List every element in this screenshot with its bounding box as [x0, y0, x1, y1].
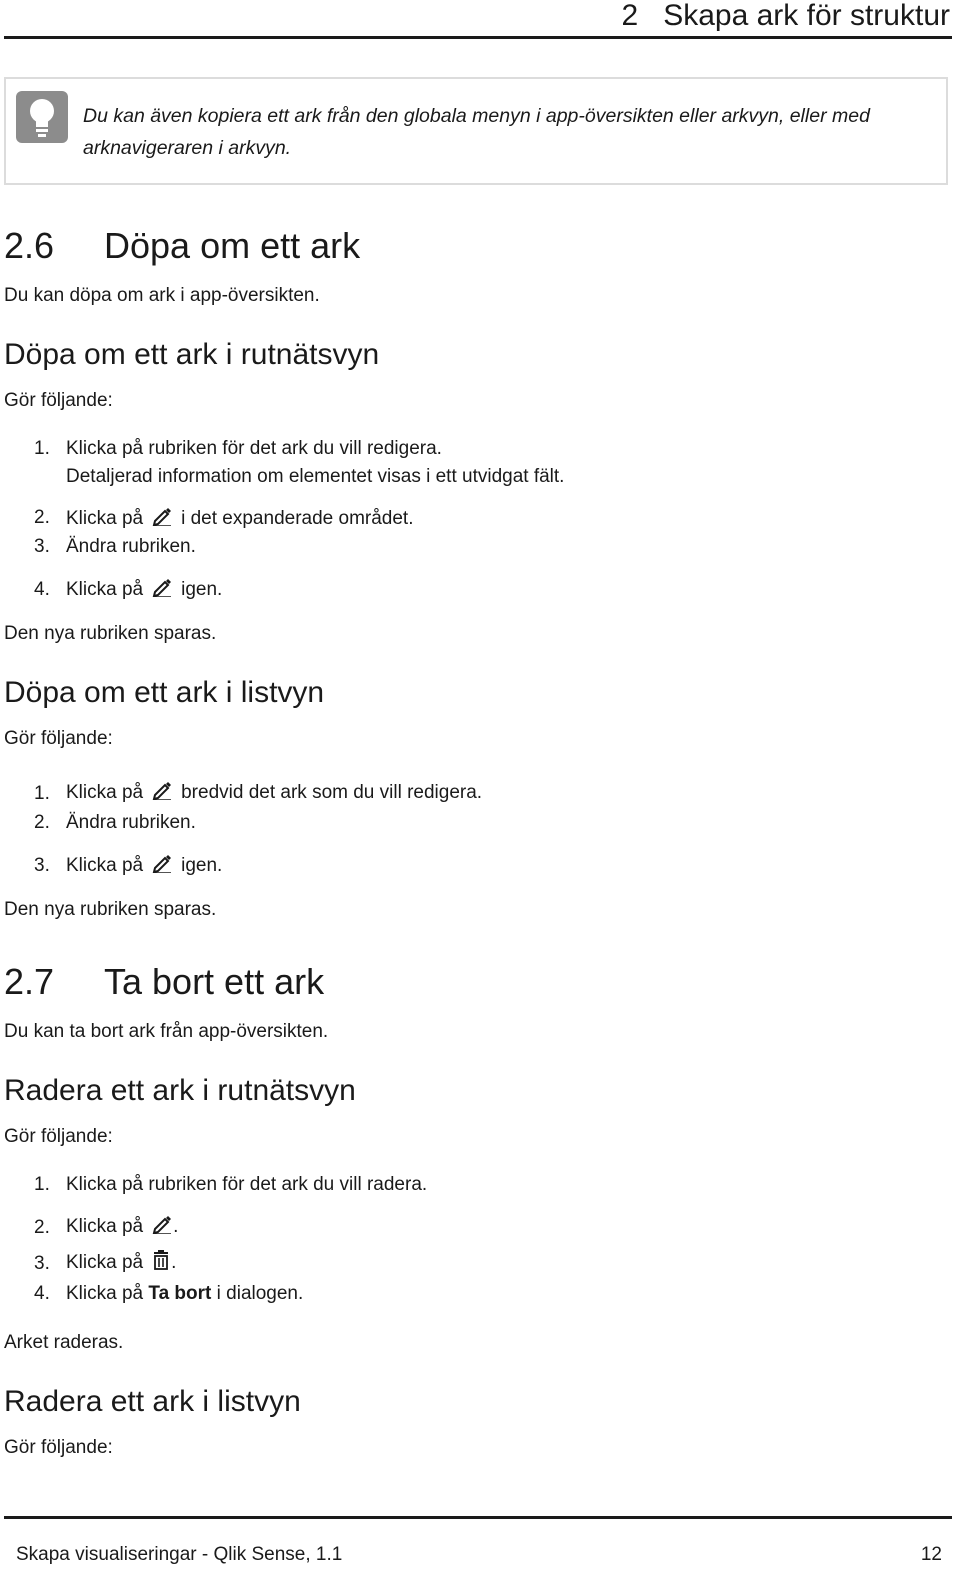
pencil-icon — [151, 1214, 173, 1234]
step-number: 2. — [34, 812, 50, 833]
result-text: Den nya rubriken sparas. — [4, 899, 217, 920]
header-divider — [4, 36, 952, 39]
pencil-icon — [151, 577, 173, 597]
step-text-part: Klicka på — [66, 1252, 144, 1273]
step-text-part: bredvid det ark som du vill redigera. — [181, 782, 483, 803]
step-text-part: Klicka på — [66, 1283, 144, 1304]
pencil-icon — [151, 853, 173, 873]
step-number: 3. — [34, 1253, 50, 1274]
page-number: 12 — [920, 1544, 942, 1565]
step-number: 1. — [34, 783, 50, 804]
step-text — [66, 1214, 178, 1239]
step-text: Klicka på rubriken för det ark du vill redigera. — [66, 438, 442, 459]
step-number: 1. — [34, 1174, 50, 1195]
step-number: 1. — [34, 438, 50, 459]
instruction-lead: Gör följande: — [4, 390, 113, 411]
tip-text: Du kan även kopiera ett ark från den globala menyn i app-översikten eller arkvyn, eller med arknavigeraren i arkvyn. — [83, 105, 870, 159]
instruction-lead: Gör följande: — [4, 728, 113, 749]
section-intro: Du kan döpa om ark i app-översikten. — [4, 285, 320, 306]
step-text — [66, 506, 414, 531]
pencil-icon — [151, 506, 173, 526]
section-number: 2.6 — [4, 225, 55, 266]
footer-divider — [4, 1516, 952, 1519]
section-title: Ta bort ett ark — [104, 961, 325, 1002]
step-subtext: Detaljerad information om elementet visas i ett utvidgat fält. — [66, 466, 565, 487]
subsection-heading: Radera ett ark i rutnätsvyn — [4, 1074, 356, 1107]
step-number: 3. — [34, 536, 50, 557]
result-text: Arket raderas. — [4, 1332, 124, 1353]
step-text-part: i dialogen. — [216, 1283, 304, 1304]
step-text — [66, 1250, 176, 1275]
step-number: 4. — [34, 1283, 50, 1304]
subsection-heading: Radera ett ark i listvyn — [4, 1385, 301, 1418]
step-text-part: Klicka på — [66, 782, 144, 803]
section-title: Döpa om ett ark — [104, 225, 361, 266]
step-text-part: . — [171, 1252, 177, 1273]
step-number: 2. — [34, 507, 50, 528]
step-text-part: igen. — [181, 579, 223, 600]
step-text: Ändra rubriken. — [66, 536, 196, 557]
lightbulb-icon — [16, 91, 68, 143]
instruction-lead: Gör följande: — [4, 1126, 113, 1147]
step-text-part: i det expanderade området. — [181, 508, 414, 529]
step-text-part: . — [173, 1216, 179, 1237]
subsection-heading: Döpa om ett ark i listvyn — [4, 676, 325, 709]
step-text — [66, 1282, 303, 1306]
step-text — [66, 853, 222, 878]
section-intro: Du kan ta bort ark från app-översikten. — [4, 1021, 329, 1042]
step-number: 4. — [34, 579, 50, 600]
step-number: 3. — [34, 855, 50, 876]
pencil-icon — [151, 780, 173, 800]
step-text-part: Klicka på — [66, 855, 144, 876]
step-text: Ändra rubriken. — [66, 812, 196, 833]
chapter-title: 2 Skapa ark för struktur — [621, 0, 950, 32]
section-number: 2.7 — [4, 961, 55, 1002]
trash-icon — [151, 1250, 171, 1270]
step-text-part: Klicka på — [66, 1216, 144, 1237]
result-text: Den nya rubriken sparas. — [4, 623, 217, 644]
step-text-bold: Ta bort — [148, 1283, 212, 1304]
step-text-part: Klicka på — [66, 508, 144, 529]
step-text — [66, 780, 482, 805]
step-text — [66, 577, 222, 602]
section-heading-2-6 — [4, 226, 360, 266]
footer-title: Skapa visualiseringar - Qlik Sense, 1.1 — [16, 1544, 343, 1565]
instruction-lead: Gör följande: — [4, 1437, 113, 1458]
step-text: Klicka på rubriken för det ark du vill radera. — [66, 1174, 428, 1195]
step-text-part: Klicka på — [66, 579, 144, 600]
step-text-part: igen. — [181, 855, 223, 876]
step-number: 2. — [34, 1217, 50, 1238]
section-heading-2-7 — [4, 962, 324, 1002]
subsection-heading: Döpa om ett ark i rutnätsvyn — [4, 338, 380, 371]
